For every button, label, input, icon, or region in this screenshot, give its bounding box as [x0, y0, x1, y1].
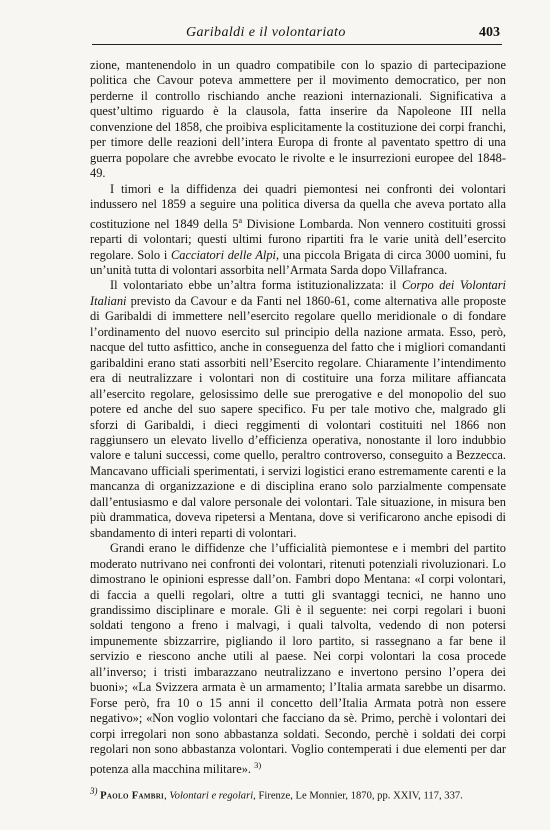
footnote-author: Paolo Fambri: [100, 790, 165, 802]
italic-phrase: Cacciatori delle Alpi: [171, 247, 276, 262]
ordinal-superscript: a: [238, 215, 242, 225]
body-text: [90, 58, 506, 777]
page-number: 403: [479, 25, 500, 40]
footnote-publication: , Firenze, Le Monnier, 1870, pp. XXIV, 117, 337.: [253, 790, 463, 802]
running-title: Garibaldi e il volontariato: [186, 25, 346, 40]
footnote: $^{3)}$ Paolo Fambri, Volontari e regolari, Firenze, Le Monnier, 1870, pp. XXIV, 117, 337.: [90, 786, 463, 802]
paragraph-2: [90, 182, 506, 279]
text-run: Grandi erano le diffidenze che l’ufficialità piemontese e i membri del partito moderato nutrivano nei confronti dei volontari, ritenuti potenziali rivoluzionari. Lo dimostrano le opinioni espresse dall’on. Fambri dopo Mentana: «I corpi volontari, di faccia a quelli regolari, oltre a tutti gli svantaggi tecnici, ne hanno uno grandissimo disciplinare e morale. Gli è il seguente: nei corpi regolari i buoni soldati tengono a freno i malvagi, i quali talvolta, vedendo di non potersi impunemente sbizzarrire, pigliando il loro partito, si rassegnano a far bene il servizio e riescono anche utili al paese. Nei corpi volontari la cosa procede all’inverso; i tristi imbarazzano neutralizzano e invertono persino l’opera dei buoni»; «La Svizzera armata è un armamento; l’Italia armata sarebbe un disarmo. Forse però, fra 10 o 15 anni il concetto dell’Italia Armata potrà non essere negativo»; «Non voglio volontari che facciano da sè. Primo, perchè i volontari dei corpi irregolari non sono abbastanza soldati. Secondo, perchè i soldati dei corpi regolari non sono abbastanza volontari. Voglio contemperati i due elementi per dar potenza alla macchina militare».: [90, 541, 506, 776]
paragraph-1: [90, 58, 506, 182]
footnote-title: Volontari e regolari: [169, 790, 254, 802]
text-run: Divisione Lombarda. Non vennero costituiti grossi reparti di volontari; questi ultimi furono ripartiti fra le varie unità dell’esercito regolare. Solo i: [90, 216, 506, 262]
footnote-marker: 3): [90, 786, 98, 796]
paragraph-3: [90, 278, 506, 541]
footnote-reference: 3): [254, 759, 262, 770]
paragraph-4: [90, 541, 506, 777]
text-run: zione, mantenendolo in un quadro compatibile con lo spazio di partecipazione politica che Cavour poteva ammettere per il movimento democratico, per non perderne il controllo rischiando anche reazioni internazionali. Significativa a quest’ultimo riguardo è la clausola, fatta inserire da Napoleone III nella convenzione del 1858, che proibiva esplicitamente la costituzione dei corpi franchi, per timore delle reazioni dell’intera Europa di fronte al paventato spettro di una guerra popolare che avrebbe evocato le rivolte e le insurrezioni europee del 1848-49.: [90, 58, 506, 181]
text-run: I timori e la diffidenza dei quadri piemontesi nei confronti dei volontari indussero nel 1859 a seguire una politica diversa da quella che aveva portato alla costituzione nel 1849 della 5: [90, 181, 506, 231]
running-header: [92, 24, 502, 45]
text-run: Il volontariato ebbe un’altra forma istituzionalizzata: il: [110, 278, 402, 293]
italic-phrase: Corpo dei Volontari Italiani: [90, 278, 506, 308]
text-run: , una piccola Brigata di circa 3000 uomini, fu un’unità tutta di volontari assorbita nell’Armata Sarda dopo Villafranca.: [90, 247, 506, 278]
text-run: previsto da Cavour e da Fanti nel 1860-61, come alternativa alle proposte di Garibaldi di immettere nell’esercito regolare quello meridionale o di fondare l’ordinamento del nuovo esercito sul principio della nazione armata. Esso, però, nacque del tutto asfittico, anche in conseguenza del fatto che i migliori comandanti garibaldini erano stati assorbiti nell’Esercito regolare. Chiaramente l’intendimento era di neutralizzare i volontari non di costituire una forza militare affiancata all’esercito regolare, gelosissimo delle sue prerogative e del monopolio del suo potere ed anche del suo sapere specifico. Fu per tale motivo che, malgrado gli sforzi di Garibaldi, i dieci reggimenti di volontari costituiti nel 1866 non raggiunsero un elevato livello d’efficienza operativa, nonostante il loro indubbio valore e taluni successi, come quello, peraltro controverso, conseguito a Bezzecca. Mancavano ufficiali sperimentati, i servizi logistici erano estremamente carenti e la mancanza di organizzazione e di disciplina erano solo parzialmente compensate dall’entusiasmo e dal valore personale dei volontari. Tale situazione, in misura ben più drammatica, doveva ripetersi a Mentana, dove si verificarono anche episodi di sbandamento di interi reparti di volontari.: [90, 293, 506, 540]
